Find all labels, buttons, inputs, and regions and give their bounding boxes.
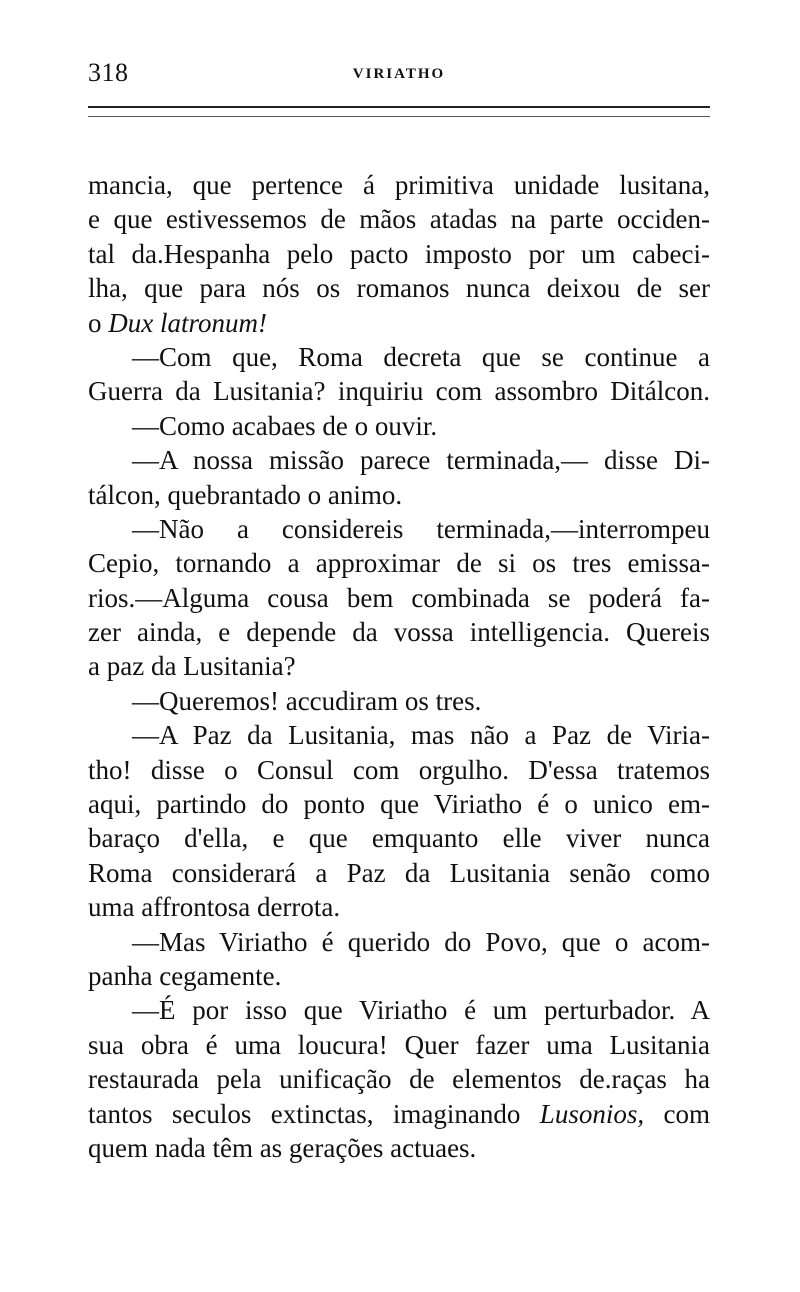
running-title: VIRIATHO [352, 66, 446, 82]
text-line: Guerra da Lusitania? inquiriu com assombro Ditálcon. [88, 376, 710, 407]
text-line [88, 1097, 710, 1131]
dialogue-line: —É por isso que Viriatho é um perturbador. A [132, 995, 710, 1026]
text-fragment: tantos seculos extinctas, imaginando [88, 1098, 540, 1129]
text-line: aqui, partindo do ponto que Viriatho é o unico em- [88, 789, 710, 820]
text-line: restaurada pela unificação de elementos de.raças ha [88, 1064, 710, 1095]
text-line: mancia, que pertence á primitiva unidade lusitana, [88, 170, 710, 200]
text-line [88, 306, 710, 340]
running-head [88, 58, 710, 98]
text-line: e que estivessemos de mãos atadas na parte occiden- [88, 204, 710, 235]
text-line: rios.—Alguma cousa bem combinada se poderá fa- [88, 582, 710, 613]
dialogue-line: —Com que, Roma decreta que se continue a [132, 341, 710, 372]
header-rule-thin [88, 116, 710, 117]
dialogue-line: —A Paz da Lusitania, mas não a Paz de Viria- [132, 720, 710, 751]
text-line: lha, que para nós os romanos nunca deixou de ser [88, 273, 710, 304]
header-rule-thick [88, 106, 710, 108]
text-line: zer ainda, e depende da vossa intelligencia. Quereis [88, 617, 710, 648]
dialogue-line: —Mas Viriatho é querido do Povo, que o acom- [132, 926, 710, 957]
text-line: tal da.Hespanha pelo pacto imposto por um cabeci- [88, 238, 710, 269]
text-line: baraço d'ella, e que emquanto elle viver nunca [88, 823, 710, 854]
italic-word-lusonios: Lusonios, [539, 1098, 645, 1129]
text-line: Roma considerará a Paz da Lusitania senão como [88, 857, 710, 888]
dialogue-line: —Queremos! accudiram os tres. [132, 685, 482, 716]
body-text [88, 168, 710, 1165]
text-line: quem nada têm as gerações actuaes. [88, 1132, 477, 1163]
text-line: uma affrontosa derrota. [88, 892, 341, 923]
text-fragment: o [88, 307, 109, 338]
page-number: 318 [88, 58, 129, 87]
dialogue-line: —A nossa missão parece terminada,— disse Di- [132, 445, 710, 476]
text-line: panha cegamente. [88, 960, 282, 991]
text-line: tho! disse o Consul com orgulho. D'essa tratemos [88, 754, 710, 785]
text-fragment: com [644, 1098, 710, 1129]
italic-phrase-dux-latronum: Dux latronum! [108, 307, 267, 338]
dialogue-line: —Não a considereis terminada,—interrompeu [132, 513, 710, 544]
text-line: tálcon, quebrantado o animo. [88, 479, 403, 510]
text-line: Cepio, tornando a approximar de si os tres emissa- [88, 548, 710, 579]
text-line: sua obra é uma loucura! Quer fazer uma Lusitania [88, 1029, 710, 1060]
dialogue-line: —Como acabaes de o ouvir. [132, 410, 438, 441]
text-line: a paz da Lusitania? [88, 651, 296, 682]
